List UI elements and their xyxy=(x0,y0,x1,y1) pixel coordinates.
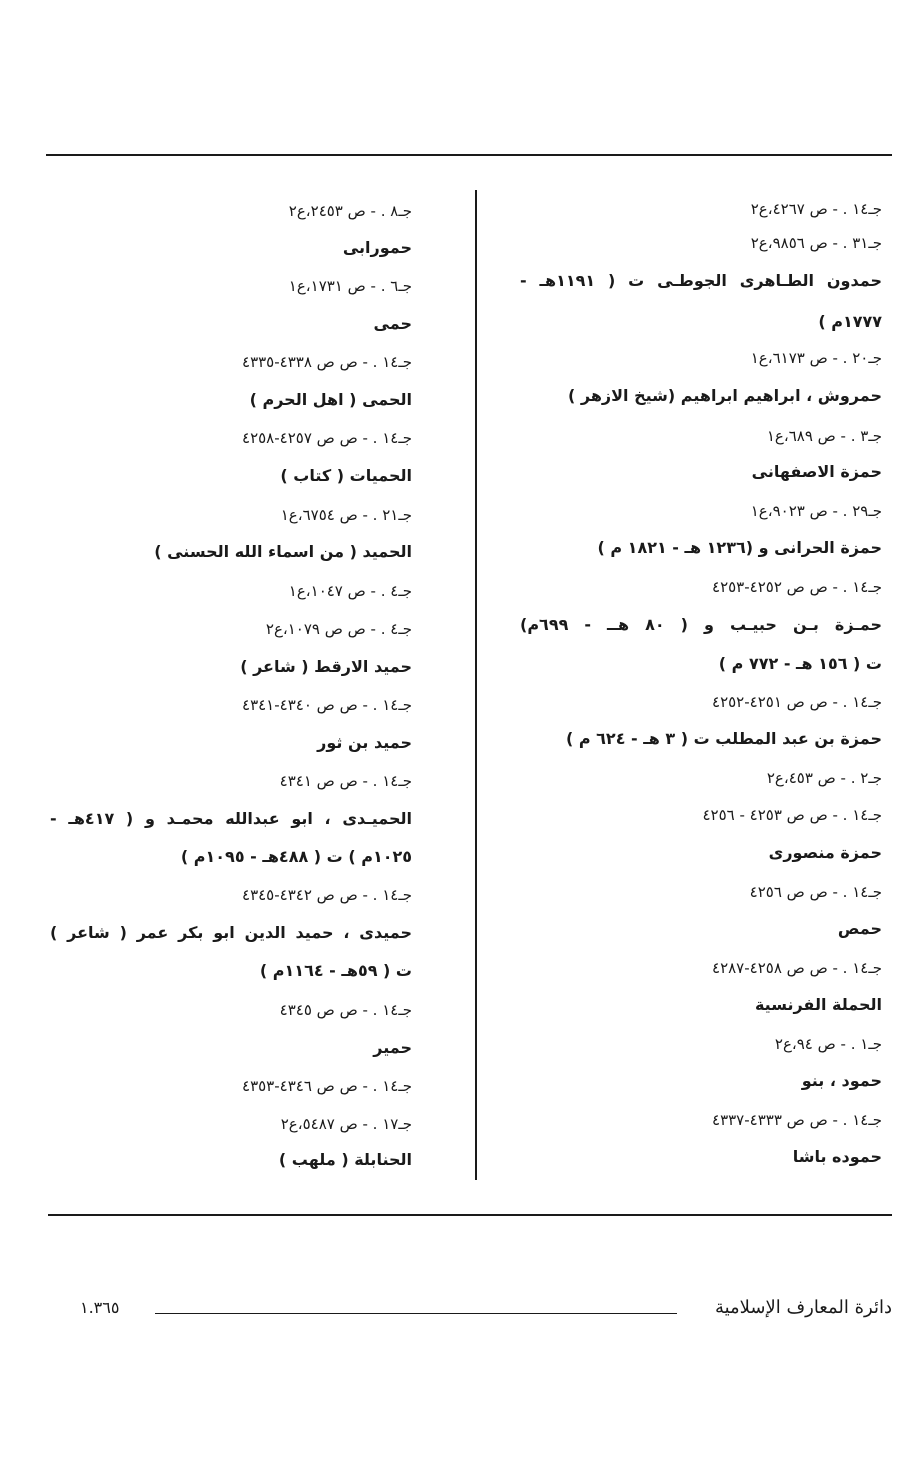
entry-heading: حمورابى xyxy=(342,238,412,257)
volume-reference: جـ١٤ . - ص ص ٤٣٣٣-٤٣٣٧ xyxy=(712,1111,882,1129)
volume-reference: جـ١٤ . - ص ص ٤٢٥٧-٤٢٥٨ xyxy=(242,429,412,447)
volume-reference: جـ١٤ . - ص ص ٤٢٥٢-٤٢٥٣ xyxy=(712,578,882,596)
entry-heading: حميدى ، حميد الدين ابو بكر عمر ( شاعر ) xyxy=(50,923,412,942)
entry-heading: حميد الارقط ( شاعر ) xyxy=(240,657,412,676)
volume-reference: جـ٤ . - ص ١٠٤٧،ع١ xyxy=(288,582,412,600)
entry-heading: ت ( ١٥٦ هـ - ٧٧٢ م ) xyxy=(718,654,882,673)
entry-heading: حموده باشا xyxy=(792,1147,882,1166)
volume-reference: جـ١ . - ص ٩٤،ع٢ xyxy=(774,1035,882,1053)
volume-reference: جـ١٤ . - ص ص ٤٢٥٣ - ٤٢٥٦ xyxy=(702,806,882,824)
entry-heading: حمزة الاصفهانى xyxy=(751,462,882,481)
volume-reference: جـ١٤ . - ص ص ٤٣٤١ xyxy=(279,772,412,790)
page-number: ١.٣٦٥ xyxy=(80,1298,120,1317)
volume-reference: جـ١٤ . - ص ص ٤٢٥١-٤٢٥٢ xyxy=(712,693,882,711)
entry-heading: حمزة منصورى xyxy=(768,843,882,862)
footer-rule xyxy=(155,1313,677,1314)
volume-reference: جـ٨ . - ص ٢٤٥٣،ع٢ xyxy=(288,202,412,220)
entry-heading: حمود ، بنو xyxy=(801,1071,882,1090)
entry-heading: حمير xyxy=(373,1038,412,1057)
entry-heading: الحميـدى ، ابو عبدالله محمـد و ( ٤١٧هـ - xyxy=(50,809,413,828)
entry-heading: حميد بن ثور xyxy=(317,733,412,752)
bottom-rule xyxy=(48,1214,892,1216)
entry-heading: حمزة بن عبد المطلب ت ( ٣ هـ - ٦٢٤ م ) xyxy=(565,729,882,748)
volume-reference: جـ٣١ . - ص ٩٨٥٦،ع٢ xyxy=(750,234,882,252)
volume-reference: جـ٣ . - ص ٦٨٩،ع١ xyxy=(766,427,882,445)
volume-reference: جـ٦ . - ص ١٧٣١،ع١ xyxy=(288,277,412,295)
volume-reference: جـ١٤ . - ص ٤٢٦٧،ع٢ xyxy=(750,200,882,218)
entry-heading: ١٠٢٥م ) ت ( ٤٨٨هـ - ١٠٩٥م ) xyxy=(180,847,412,866)
volume-reference: جـ٤ . - ص ص ١٠٧٩،ع٢ xyxy=(265,620,412,638)
entry-heading: حمى xyxy=(373,314,412,333)
entry-heading: حمص xyxy=(837,919,882,938)
volume-reference: جـ٢١ . - ص ٦٧٥٤،ع١ xyxy=(280,506,412,524)
column-divider xyxy=(475,190,477,1180)
entry-heading: الحميد ( من اسماء الله الحسنى ) xyxy=(154,542,412,561)
entry-heading: الحميات ( كتاب ) xyxy=(280,466,412,485)
volume-reference: جـ١٤ . - ص ص ٤٢٥٨-٤٢٨٧ xyxy=(712,959,882,977)
page-footer xyxy=(80,1293,892,1323)
volume-reference: جـ١٧ . - ص ٥٤٨٧،ع٢ xyxy=(280,1115,412,1133)
volume-reference: جـ٢ . - ص ٤٥٣،ع٢ xyxy=(766,769,882,787)
entry-heading: حمزة الحرانى و (١٢٣٦ هـ - ١٨٢١ م ) xyxy=(597,538,882,557)
entry-heading: ت ( ٥٩هـ - ١١٦٤م ) xyxy=(259,961,412,980)
entry-heading: الحنابلة ( ملهب ) xyxy=(278,1150,412,1169)
volume-reference: جـ١٤ . - ص ص ٤٣٤٠-٤٣٤١ xyxy=(242,696,412,714)
volume-reference: جـ١٤ . - ص ص ٤٣٤٥ xyxy=(279,1001,412,1019)
volume-reference: جـ١٤ . - ص ص ٤٣٤٢-٤٣٤٥ xyxy=(242,886,412,904)
entry-heading: الحملة الفرنسية xyxy=(754,995,882,1014)
entry-heading: ١٧٧٧م ) xyxy=(818,312,882,331)
volume-reference: جـ٢٩ . - ص ٩٠٢٣،ع١ xyxy=(750,502,882,520)
volume-reference: جـ١٤ . - ص ص ٤٣٣٨-٤٣٣٥ xyxy=(242,353,412,371)
volume-reference: جـ٢٠ . - ص ٦١٧٣،ع١ xyxy=(750,349,882,367)
volume-reference: جـ١٤ . - ص ص ٤٢٥٦ xyxy=(749,883,882,901)
encyclopedia-title: دائرة المعارف الإسلامية xyxy=(714,1297,892,1318)
entry-heading: حمروش ، ابراهيم ابراهيم (شيخ الازهر ) xyxy=(567,386,882,405)
volume-reference: جـ١٤ . - ص ص ٤٣٤٦-٤٣٥٣ xyxy=(242,1077,412,1095)
entry-heading: حمدون الطـاهرى الجوطـى ت ( ١١٩١هـ - xyxy=(520,271,883,290)
top-rule xyxy=(46,154,892,156)
entry-heading: الحمى ( اهل الحرم ) xyxy=(249,390,412,409)
entry-heading: حمـزة بـن حبيـب و ( ٨٠ هــ - ٦٩٩م) xyxy=(520,615,882,634)
